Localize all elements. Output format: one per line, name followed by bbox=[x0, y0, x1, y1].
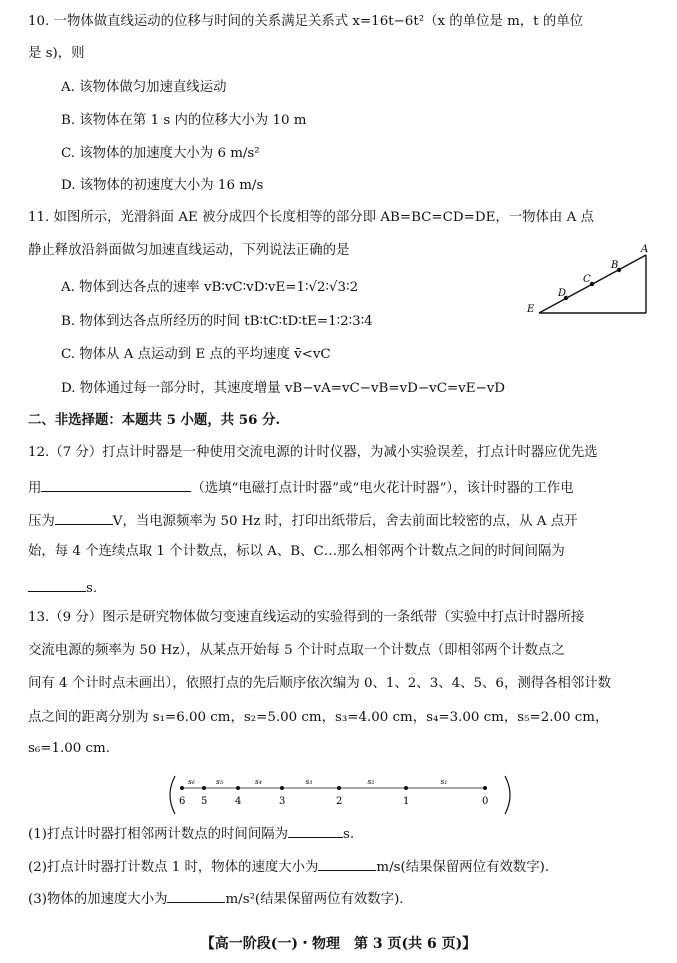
q13-blank-1[interactable] bbox=[288, 823, 343, 838]
q13-sub3-pre: (3)物体的加速度大小为 bbox=[28, 892, 168, 907]
tape-point-6 bbox=[180, 786, 184, 790]
tape-point-label-1: 1 bbox=[403, 796, 410, 807]
q11-option-b: B. 物体到达各点所经历的时间 tB∶tC∶tD∶tE=1∶2∶3∶4 bbox=[61, 314, 373, 329]
q12-blank-3[interactable] bbox=[28, 577, 86, 592]
q13-line3: 间有 4 个计时点未画出），依照打点的先后顺序依次编为 0、1、2、3、4、5、6，测得各相邻计数 bbox=[28, 676, 612, 691]
q12-line5 bbox=[28, 577, 97, 598]
paper-tape-figure bbox=[160, 770, 520, 820]
tape-segment-label: s₄ bbox=[255, 777, 262, 786]
tape-point-label-3: 3 bbox=[279, 796, 286, 807]
q13-blank-3[interactable] bbox=[167, 888, 225, 903]
tape-segment-label: s₃ bbox=[305, 777, 313, 786]
q13-sub2-post: m/s(结果保留两位有效数字). bbox=[376, 860, 550, 875]
q11-stem-line1: 11. 如图所示，光滑斜面 AE 被分成四个长度相等的部分即 AB=BC=CD=DE，一物体由 A 点 bbox=[28, 210, 594, 225]
q10-option-c: C. 该物体的加速度大小为 6 m/s² bbox=[61, 146, 260, 161]
q12-line1: 12.（7 分）打点计时器是一种使用交流电源的计时仪器，为减小实验误差，打点计时器应优先选 bbox=[28, 445, 598, 460]
q13-sub1 bbox=[28, 823, 354, 844]
section-2-heading: 二、非选择题：本题共 5 小题，共 56 分. bbox=[28, 412, 281, 428]
incline-label-b: B bbox=[611, 260, 619, 271]
q10-stem-line2: 是 s)，则 bbox=[28, 46, 85, 61]
q11-option-a: A. 物体到达各点的速率 vB∶vC∶vD∶vE=1∶√2∶√3∶2 bbox=[61, 280, 359, 295]
tape-point-1 bbox=[404, 786, 408, 790]
incline-figure bbox=[520, 240, 660, 325]
q12-line3 bbox=[28, 510, 578, 531]
q13-line4: 点之间的距离分别为 s₁=6.00 cm，s₂=5.00 cm，s₃=4.00 cm，s₄=3.00 cm，s₅=2.00 cm， bbox=[28, 710, 609, 725]
q10-option-a: A. 该物体做匀加速直线运动 bbox=[61, 80, 227, 95]
tape-point-5 bbox=[202, 786, 206, 790]
q11-option-c: C. 物体从 A 点运动到 E 点的平均速度 v̄<vC bbox=[61, 347, 331, 362]
q13-line2: 交流电源的频率为 50 Hz），从某点开始每 5 个计时点取一个计数点（即相邻两个计数点之 bbox=[28, 643, 565, 658]
q10-option-b: B. 该物体在第 1 s 内的位移大小为 10 m bbox=[61, 113, 307, 128]
tape-segment-label: s₂ bbox=[367, 777, 375, 786]
q12-line2-post: （选填“电磁打点计时器”或“电火花计时器”），该计时器的工作电 bbox=[191, 481, 574, 496]
q11-stem-line2: 静止释放沿斜面做匀加速直线运动，下列说法正确的是 bbox=[28, 243, 350, 258]
q13-sub2-pre: (2)打点计时器打计数点 1 时，物体的速度大小为 bbox=[28, 860, 319, 875]
tape-point-label-4: 4 bbox=[235, 796, 242, 807]
q13-blank-2[interactable] bbox=[318, 856, 376, 871]
tape-point-0 bbox=[483, 786, 487, 790]
q13-sub3-post: m/s²(结果保留两位有效数字). bbox=[225, 892, 404, 907]
q12-line5-post: s. bbox=[86, 581, 98, 596]
q12-line3-post: V，当电源频率为 50 Hz 时，打印出纸带后，舍去前面比较密的点，从 A 点开 bbox=[112, 514, 578, 529]
page-footer: 【高一阶段(一)・物理 第 3 页(共 6 页)】 bbox=[200, 936, 477, 952]
incline-label-a: A bbox=[641, 244, 649, 255]
tape-point-label-5: 5 bbox=[201, 796, 208, 807]
q13-line1: 13.（9 分）图示是研究物体做匀变速直线运动的实验得到的一条纸带（实验中打点计时器所接 bbox=[28, 610, 585, 625]
q12-blank-2[interactable] bbox=[55, 510, 113, 525]
tape-point-label-2: 2 bbox=[336, 796, 343, 807]
tape-segment-label: s₁ bbox=[440, 777, 448, 786]
q12-line2-pre: 用 bbox=[28, 481, 42, 496]
tape-point-4 bbox=[236, 786, 240, 790]
q11-option-d: D. 物体通过每一部分时，其速度增量 vB−vA=vC−vB=vD−vC=vE−vD bbox=[61, 381, 506, 396]
incline-label-c: C bbox=[583, 274, 591, 285]
q10-option-d: D. 该物体的初速度大小为 16 m/s bbox=[61, 178, 264, 193]
tape-point-2 bbox=[337, 786, 341, 790]
tape-point-3 bbox=[280, 786, 284, 790]
incline-label-e: E bbox=[527, 304, 535, 315]
tape-segment-label: s₆ bbox=[188, 777, 195, 786]
q12-blank-1[interactable] bbox=[41, 477, 191, 492]
q13-sub3 bbox=[28, 888, 404, 909]
tape-segment-label: s₅ bbox=[216, 777, 223, 786]
incline-label-d: D bbox=[558, 288, 567, 299]
q13-sub1-post: s. bbox=[343, 827, 355, 842]
q12-line3-pre: 压为 bbox=[28, 514, 55, 529]
tape-point-label-0: 0 bbox=[482, 796, 489, 807]
q13-sub2 bbox=[28, 856, 549, 877]
tape-point-label-6: 6 bbox=[179, 796, 186, 807]
q12-line4: 始，每 4 个连续点取 1 个计数点，标以 A、B、C…那么相邻两个计数点之间的时间间隔为 bbox=[28, 544, 565, 559]
q13-sub1-pre: (1)打点计时器打相邻两计数点的时间间隔为 bbox=[28, 827, 288, 842]
q12-line2 bbox=[28, 477, 574, 498]
q10-stem-line1: 10. 一物体做直线运动的位移与时间的关系满足关系式 x=16t−6t²（x 的单位是 m，t 的单位 bbox=[28, 14, 583, 29]
q13-line5: s₆=1.00 cm. bbox=[28, 741, 110, 756]
